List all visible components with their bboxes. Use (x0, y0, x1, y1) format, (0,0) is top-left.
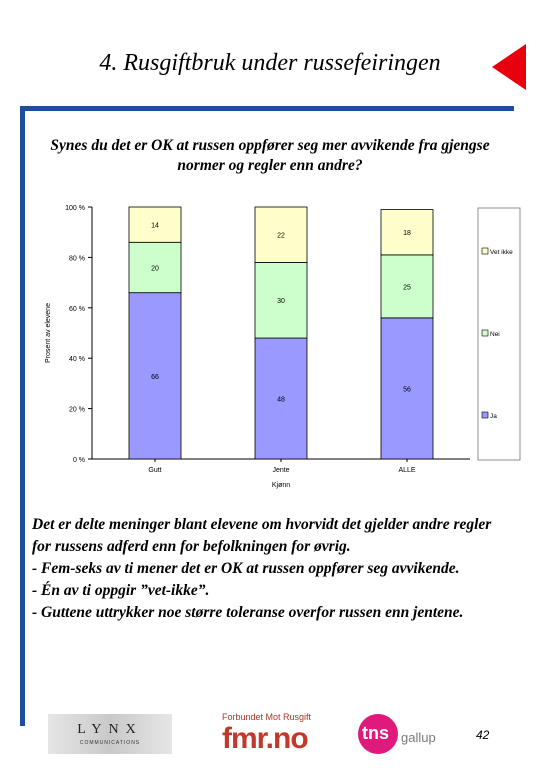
data-label: 25 (403, 284, 411, 292)
data-label: 66 (151, 373, 159, 381)
tns-gallup-logo (358, 714, 466, 754)
y-tick-label: 100 % (65, 205, 85, 212)
tns-logo-text: tns (362, 723, 389, 743)
legend-label: Vet ikke (490, 249, 513, 256)
legend-swatch (482, 330, 488, 336)
summary-line: Det er delte meninger blant elevene om hvorvidt det gjelder andre regler for russens adferd enn for befolkningen for øvrig. (32, 516, 492, 555)
page-title: 4. Rusgiftbruk under russefeiringen (99, 50, 441, 76)
summary-line: - Én av ti oppgir ”vet-ikke”. (32, 582, 210, 599)
legend-swatch (482, 412, 488, 418)
lynx-logo-text: LYNX (77, 722, 143, 737)
x-tick-label: Jente (272, 467, 290, 474)
legend-label: Ja (490, 413, 497, 420)
gallup-logo-text: gallup (401, 730, 436, 745)
lynx-logo (48, 714, 172, 754)
x-axis-label: Kjønn (271, 482, 291, 489)
data-label: 20 (151, 265, 159, 273)
summary-line: - Guttene uttrykker noe større toleranse overfor russen enn jentene. (32, 604, 464, 621)
y-tick-label: 80 % (69, 255, 85, 263)
legend-swatch (482, 248, 488, 254)
data-label: 18 (403, 230, 411, 238)
data-label: 56 (403, 386, 411, 394)
survey-question: Synes du det er OK at russen oppfører seg mer avvikende fra gjengse normer og regler enn andre? (50, 137, 490, 174)
x-tick-label: Gutt (148, 467, 162, 474)
data-label: 30 (277, 298, 285, 306)
fmr-logo-text: fmr.no (222, 722, 308, 755)
y-axis-label: Prosent av elevene (45, 303, 52, 363)
data-label: 22 (277, 232, 285, 240)
summary-text (32, 514, 512, 624)
y-tick-label: 40 % (69, 356, 85, 364)
fmr-tagline: Forbundet Mot Rusgift (222, 712, 312, 722)
y-tick-label: 60 % (69, 305, 85, 313)
lynx-logo-subtext: COMMUNICATIONS (79, 740, 141, 746)
summary-line: - Fem-seks av ti mener det er OK at russen oppfører seg avvikende. (32, 560, 460, 577)
y-tick-label: 20 % (69, 406, 85, 414)
page-number: 42 (476, 728, 490, 742)
fmr-logo (222, 712, 322, 756)
legend-label: Nei (490, 331, 500, 338)
data-label: 14 (151, 222, 159, 230)
data-label: 48 (277, 396, 285, 404)
y-tick-label: 0 % (72, 457, 85, 464)
x-tick-label: ALLE (398, 467, 416, 474)
